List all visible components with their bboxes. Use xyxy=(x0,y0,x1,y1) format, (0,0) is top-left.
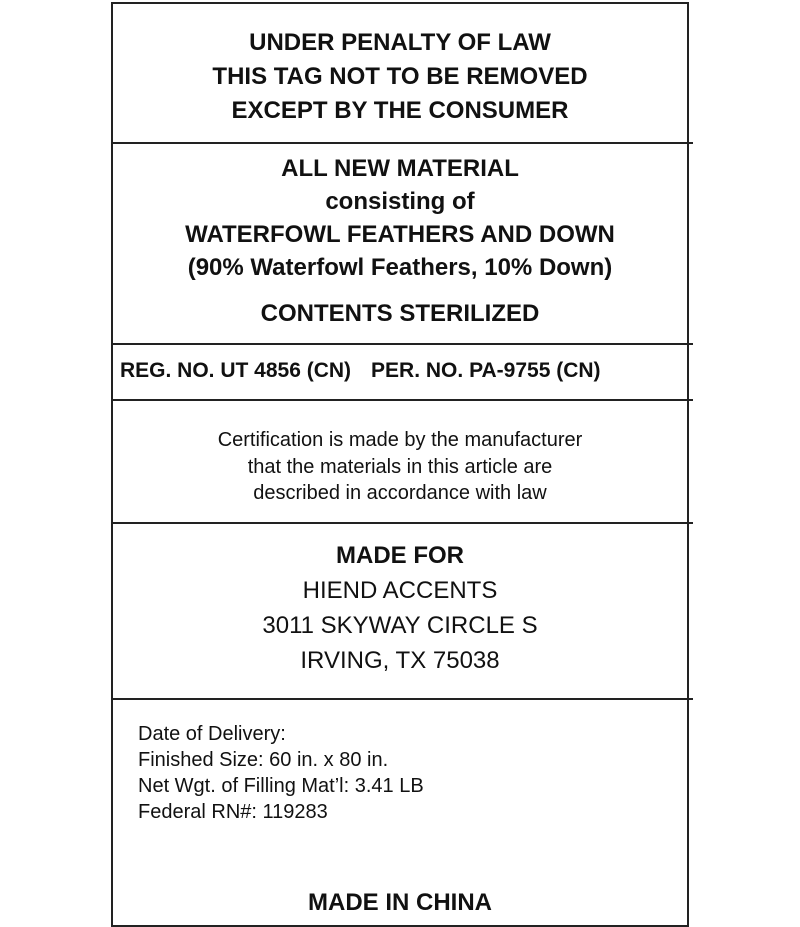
certification-section xyxy=(113,401,687,524)
divider-tick xyxy=(687,698,693,700)
details-section xyxy=(113,700,687,925)
divider-tick xyxy=(687,399,693,401)
material-type: WATERFOWL FEATHERS AND DOWN xyxy=(185,221,615,248)
federal-rn: Federal RN#: 119283 xyxy=(138,801,328,823)
certification-line-2: that the materials in this article are xyxy=(247,455,553,478)
warning-line-1: UNDER PENALTY OF LAW xyxy=(249,29,551,56)
city-state-zip: IRVING, TX 75038 xyxy=(300,647,500,674)
material-section xyxy=(113,144,687,345)
material-percentages: (90% Waterfowl Feathers, 10% Down) xyxy=(187,254,613,281)
country-of-origin: MADE IN CHINA xyxy=(308,889,492,916)
reg-number: REG. NO. UT 4856 (CN) xyxy=(120,359,352,382)
warning-line-3: EXCEPT BY THE CONSUMER xyxy=(231,97,569,124)
material-consisting: consisting of xyxy=(325,188,475,215)
divider-tick xyxy=(687,142,693,144)
made-for-heading: MADE FOR xyxy=(336,542,464,569)
divider-tick xyxy=(687,343,693,345)
material-heading: ALL NEW MATERIAL xyxy=(281,155,519,182)
divider-tick xyxy=(687,522,693,524)
per-number: PER. NO. PA-9755 (CN) xyxy=(371,359,601,382)
contents-sterilized: CONTENTS STERILIZED xyxy=(260,300,540,327)
warning-section xyxy=(113,4,687,144)
net-weight: Net Wgt. of Filling Mat’l: 3.41 LB xyxy=(138,775,424,797)
company-name: HIEND ACCENTS xyxy=(302,577,498,604)
certification-line-1: Certification is made by the manufacturer xyxy=(217,429,583,451)
law-tag xyxy=(111,2,689,927)
date-of-delivery: Date of Delivery: xyxy=(138,723,286,745)
finished-size: Finished Size: 60 in. x 80 in. xyxy=(138,749,389,771)
warning-line-2: THIS TAG NOT TO BE REMOVED xyxy=(212,63,588,90)
registration-section xyxy=(113,345,687,401)
made-for-section xyxy=(113,524,687,700)
certification-line-3: described in accordance with law xyxy=(253,482,547,504)
street-address: 3011 SKYWAY CIRCLE S xyxy=(262,612,538,639)
